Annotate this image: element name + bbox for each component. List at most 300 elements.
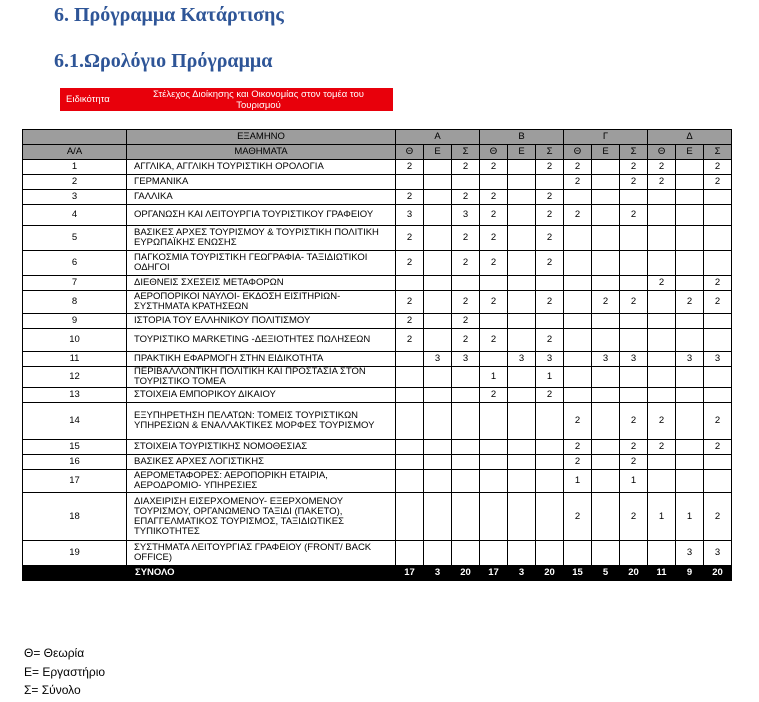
sub-header: Θ [564,145,592,160]
row-number: 3 [23,190,127,205]
hours-cell [676,205,704,226]
hours-cell [592,329,620,352]
hours-cell [536,314,564,329]
hours-cell: 3 [452,205,480,226]
hours-cell [424,329,452,352]
hours-cell [536,470,564,493]
hours-cell [592,388,620,403]
hours-cell [452,388,480,403]
hours-cell [592,541,620,566]
hours-cell: 1 [564,470,592,493]
total-cell: 3 [508,566,536,581]
hours-cell [480,403,508,440]
hours-cell [508,403,536,440]
hours-cell [424,367,452,388]
row-number: 2 [23,175,127,190]
specialty-label: Ειδικότητα [66,94,110,105]
hours-cell [648,352,676,367]
hours-cell [676,226,704,251]
hours-cell: 2 [564,493,592,541]
hours-cell [592,226,620,251]
hours-cell: 2 [620,493,648,541]
hours-cell [536,493,564,541]
hours-cell [620,276,648,291]
hours-cell [564,541,592,566]
course-name: ΣΤΟΙΧΕΙΑ ΕΜΠΟΡΙΚΟΥ ΔΙΚΑΙΟΥ [127,388,396,403]
hours-cell [676,470,704,493]
sub-header: Σ [452,145,480,160]
semester-b: Β [480,130,564,145]
hours-cell: 3 [508,352,536,367]
hours-cell [592,276,620,291]
hours-cell: 3 [620,352,648,367]
hours-cell [536,175,564,190]
hours-cell [676,329,704,352]
hours-cell [620,329,648,352]
table-row [23,226,732,251]
hours-cell: 3 [704,352,732,367]
legend-theory: Θ= Θεωρία [24,646,85,660]
hours-cell: 2 [704,160,732,175]
hours-cell: 2 [648,403,676,440]
hours-cell [648,455,676,470]
hours-cell [508,251,536,276]
hours-cell [676,388,704,403]
hours-cell [424,541,452,566]
hours-cell [704,388,732,403]
hours-cell: 2 [564,175,592,190]
hours-cell: 2 [452,314,480,329]
hours-cell [592,470,620,493]
row-number: 10 [23,329,127,352]
hours-cell: 2 [620,205,648,226]
hours-cell: 2 [480,160,508,175]
hours-cell: 1 [620,470,648,493]
course-name: ΕΞΥΠΗΡΕΤΗΣΗ ΠΕΛΑΤΩΝ: ΤΟΜΕΙΣ ΤΟΥΡΙΣΤΙΚΩΝ ΥΠΗΡΕΣΙΩΝ & ΕΝΑΛΛΑΚΤΙΚΕΣ ΜΟΡΦΕΣ ΤΟΥΡΙΣΜΟΥ [127,403,396,440]
course-name: ΠΑΓΚΟΣΜΙΑ ΤΟΥΡΙΣΤΙΚΗ ΓΕΩΓΡΑΦΙΑ- ΤΑΞΙΔΙΩΤΙΚΟΙ ΟΔΗΓΟΙ [127,251,396,276]
hours-cell [536,440,564,455]
row-number: 1 [23,160,127,175]
hours-cell [508,388,536,403]
total-cell: 3 [424,566,452,581]
hours-cell: 2 [480,388,508,403]
hours-cell [676,251,704,276]
specialty-banner [60,88,393,111]
table-row [23,175,732,190]
hours-cell [564,388,592,403]
hours-cell [424,470,452,493]
hours-cell [592,190,620,205]
subsection-heading: 6.1.Ωρολόγιο Πρόγραμμα [54,50,273,72]
hours-cell [536,541,564,566]
hours-cell: 2 [452,160,480,175]
hours-cell [564,190,592,205]
table-row [23,291,732,314]
sub-header: Σ [704,145,732,160]
total-spacer [23,566,127,581]
sub-header: Σ [536,145,564,160]
hours-cell [508,175,536,190]
hours-cell [424,455,452,470]
total-cell: 5 [592,566,620,581]
hours-cell [396,403,424,440]
hours-cell [452,493,480,541]
hours-cell [508,291,536,314]
hours-cell [396,541,424,566]
total-cell: 17 [396,566,424,581]
table-row [23,329,732,352]
sub-header: Θ [396,145,424,160]
hours-cell: 2 [452,329,480,352]
hours-cell: 2 [396,190,424,205]
course-name: ΒΑΣΙΚΕΣ ΑΡΧΕΣ ΤΟΥΡΙΣΜΟΥ & ΤΟΥΡΙΣΤΙΚΗ ΠΟΛΙΤΙΚΗ ΕΥΡΩΠΑΪΚΗΣ ΕΝΩΣΗΣ [127,226,396,251]
hours-cell: 2 [620,403,648,440]
course-name: ΓΑΛΛΙΚΑ [127,190,396,205]
hours-cell: 3 [676,352,704,367]
hours-cell [452,367,480,388]
hours-cell: 2 [396,160,424,175]
hours-cell [452,541,480,566]
hours-cell: 2 [620,455,648,470]
hours-cell [396,352,424,367]
hours-cell [480,276,508,291]
sub-header: Ε [676,145,704,160]
hours-cell [452,175,480,190]
hours-cell [564,276,592,291]
course-name: ΑΕΡΟΜΕΤΑΦΟΡΕΣ: ΑΕΡΟΠΟΡΙΚΗ ΕΤΑΙΡΙΑ, ΑΕΡΟΔΡΟΜΙΟ- ΥΠΗΡΕΣΙΕΣ [127,470,396,493]
total-cell: 9 [676,566,704,581]
column-header-row [23,145,732,160]
hours-cell [620,251,648,276]
hours-cell: 2 [480,251,508,276]
hours-cell: 1 [648,493,676,541]
total-label: ΣΥΝΟΛΟ [127,566,396,581]
hours-cell [704,190,732,205]
hours-cell [648,190,676,205]
hours-cell: 2 [452,291,480,314]
row-number: 18 [23,493,127,541]
hours-cell [564,291,592,314]
sub-header: Θ [648,145,676,160]
table-row [23,493,732,541]
hours-cell [564,314,592,329]
hours-cell [424,226,452,251]
course-name: ΣΤΟΙΧΕΙΑ ΤΟΥΡΙΣΤΙΚΗΣ ΝΟΜΟΘΕΣΙΑΣ [127,440,396,455]
course-name: ΠΕΡΙΒΑΛΛΟΝΤΙΚΗ ΠΟΛΙΤΙΚΗ ΚΑΙ ΠΡΟΣΤΑΣΙΑ ΣΤΟΝ ΤΟΥΡΙΣΤΙΚΟ ΤΟΜΕΑ [127,367,396,388]
hours-cell [480,470,508,493]
hours-cell: 2 [452,226,480,251]
hours-cell: 2 [480,190,508,205]
course-name: ΣΥΣΤΗΜΑΤΑ ΛΕΙΤΟΥΡΓΙΑΣ ΓΡΑΦΕΙΟΥ (FRONT/ BACK OFFICE) [127,541,396,566]
hours-cell: 2 [676,291,704,314]
hours-cell [648,314,676,329]
hours-cell: 2 [536,329,564,352]
table-row [23,403,732,440]
hours-cell [536,455,564,470]
hours-cell [480,352,508,367]
table-row [23,352,732,367]
hours-cell [564,367,592,388]
row-number: 5 [23,226,127,251]
row-number: 15 [23,440,127,455]
specialty-value: Στέλεχος Διοίκησης και Οικονομίας στον τομέα του Τουρισμού [153,88,364,111]
hours-cell [676,190,704,205]
hours-cell [648,367,676,388]
hours-cell [676,175,704,190]
hours-cell [508,160,536,175]
semester-d: Δ [648,130,732,145]
hours-cell [396,493,424,541]
semester-a: Α [396,130,480,145]
hours-cell [508,367,536,388]
sub-header: Ε [508,145,536,160]
hours-cell [676,455,704,470]
total-cell: 11 [648,566,676,581]
hours-cell [508,226,536,251]
hours-cell [480,314,508,329]
hours-cell: 2 [704,291,732,314]
course-name: ΠΡΑΚΤΙΚΗ ΕΦΑΡΜΟΓΗ ΣΤΗΝ ΕΙΔΙΚΟΤΗΤΑ [127,352,396,367]
hours-cell: 2 [564,205,592,226]
hours-cell [620,541,648,566]
semester-c: Γ [564,130,648,145]
hours-cell [620,190,648,205]
semester-header-row [23,130,732,145]
table-row [23,251,732,276]
hours-cell [620,388,648,403]
legend-lab: Ε= Εργαστήριο [24,665,106,679]
table-row [23,455,732,470]
hours-cell: 3 [424,352,452,367]
courses-header: ΜΑΘΗΜΑΤΑ [127,145,396,160]
hours-cell: 2 [648,160,676,175]
hours-cell [592,175,620,190]
total-cell: 17 [480,566,508,581]
hours-cell: 1 [676,493,704,541]
table-row [23,276,732,291]
hours-cell: 2 [452,251,480,276]
hours-cell [424,160,452,175]
total-cell: 20 [536,566,564,581]
hours-cell [452,440,480,455]
hours-cell: 2 [620,291,648,314]
hours-cell [592,160,620,175]
hours-cell: 2 [592,291,620,314]
legend-total: Σ= Σύνολο [24,683,81,697]
hours-cell [648,205,676,226]
hours-cell [396,455,424,470]
course-name: ΑΕΡΟΠΟΡΙΚΟΙ ΝΑΥΛΟΙ- ΕΚΔΟΣΗ ΕΙΣΙΤΗΡΙΩΝ- ΣΥΣΤΗΜΑΤΑ ΚΡΑΤΗΣΕΩΝ [127,291,396,314]
hours-cell [592,367,620,388]
hours-cell: 2 [480,205,508,226]
hours-cell [564,352,592,367]
total-row [23,566,732,581]
hours-cell: 3 [452,352,480,367]
hours-cell: 2 [480,291,508,314]
row-number: 17 [23,470,127,493]
course-name: ΤΟΥΡΙΣΤΙΚΟ MARKETING -ΔΕΞΙΟΤΗΤΕΣ ΠΩΛΗΣΕΩΝ [127,329,396,352]
hours-cell [676,440,704,455]
hours-cell [704,470,732,493]
hours-cell [592,205,620,226]
hours-cell [620,367,648,388]
table-row [23,367,732,388]
hours-cell [508,329,536,352]
hours-cell: 2 [648,175,676,190]
hours-cell [592,314,620,329]
table-row [23,314,732,329]
hours-cell: 1 [480,367,508,388]
hours-cell: 2 [536,251,564,276]
hours-cell: 2 [536,388,564,403]
hours-cell [424,388,452,403]
hours-cell [508,455,536,470]
hours-cell [508,276,536,291]
table-row [23,388,732,403]
hours-cell: 3 [396,205,424,226]
sub-header: Ε [424,145,452,160]
total-cell: 20 [704,566,732,581]
hours-cell [564,226,592,251]
hours-cell [648,388,676,403]
course-name: ΔΙΕΘΝΕΙΣ ΣΧΕΣΕΙΣ ΜΕΤΑΦΟΡΩΝ [127,276,396,291]
hours-cell [480,175,508,190]
hours-cell: 2 [452,190,480,205]
hours-cell: 2 [704,276,732,291]
course-name: ΟΡΓΑΝΩΣΗ ΚΑΙ ΛΕΙΤΟΥΡΓΙΑ ΤΟΥΡΙΣΤΙΚΟΥ ΓΡΑΦΕΙΟΥ [127,205,396,226]
row-number: 14 [23,403,127,440]
hours-cell [704,455,732,470]
hours-cell [648,226,676,251]
hours-cell: 2 [396,251,424,276]
hours-cell [564,251,592,276]
semester-header: ΕΞΑΜΗΝΟ [127,130,396,145]
hours-cell [480,455,508,470]
table-row [23,160,732,175]
hours-cell: 2 [564,160,592,175]
hours-cell: 2 [480,226,508,251]
hours-cell [676,367,704,388]
table-row [23,470,732,493]
hours-cell [396,175,424,190]
table-row [23,190,732,205]
hours-cell [508,205,536,226]
course-name: ΒΑΣΙΚΕΣ ΑΡΧΕΣ ΛΟΓΙΣΤΙΚΗΣ [127,455,396,470]
hours-cell [452,403,480,440]
hours-cell: 2 [396,291,424,314]
course-name: ΙΣΤΟΡΙΑ ΤΟΥ ΕΛΛΗΝΙΚΟΥ ΠΟΛΙΤΙΣΜΟΥ [127,314,396,329]
hours-cell: 2 [648,440,676,455]
total-cell: 15 [564,566,592,581]
hours-cell [424,291,452,314]
hours-cell [536,403,564,440]
hours-cell [452,276,480,291]
hours-cell: 2 [620,440,648,455]
hours-cell [704,226,732,251]
hours-cell [592,440,620,455]
row-number: 7 [23,276,127,291]
row-number: 6 [23,251,127,276]
hours-cell [676,403,704,440]
hours-cell [424,251,452,276]
hours-cell: 2 [396,226,424,251]
hours-cell: 2 [536,205,564,226]
total-cell: 20 [620,566,648,581]
row-number: 11 [23,352,127,367]
hours-cell: 2 [620,160,648,175]
schedule-table [22,129,732,581]
hours-cell [452,455,480,470]
hours-cell: 2 [480,329,508,352]
aa-header: Α/Α [23,145,127,160]
hours-cell [536,276,564,291]
row-number: 8 [23,291,127,314]
hours-cell [424,175,452,190]
hours-cell [620,226,648,251]
row-number: 16 [23,455,127,470]
hours-cell [592,403,620,440]
hours-cell [620,314,648,329]
hours-cell: 2 [704,440,732,455]
hours-cell: 2 [704,175,732,190]
hours-cell: 3 [536,352,564,367]
row-number: 13 [23,388,127,403]
course-name: ΑΓΓΛΙΚΑ, ΑΓΓΛΙΚΗ ΤΟΥΡΙΣΤΙΚΗ ΟΡΟΛΟΓΙΑ [127,160,396,175]
hours-cell [592,455,620,470]
hours-cell [508,190,536,205]
sub-header: Θ [480,145,508,160]
hours-cell: 2 [536,291,564,314]
hours-cell: 2 [536,190,564,205]
hours-cell: 2 [564,403,592,440]
hours-cell [424,276,452,291]
hours-cell: 2 [620,175,648,190]
row-number: 4 [23,205,127,226]
course-name: ΔΙΑΧΕΙΡΙΣΗ ΕΙΣΕΡΧΟΜΕΝΟΥ- ΕΞΕΡΧΟΜΕΝΟΥ ΤΟΥΡΙΣΜΟΥ, ΟΡΓΑΝΩΜΕΝΟ ΤΑΞΙΔΙ (ΠΑΚΕΤΟ), ΕΠΑΓΓΕΛΜΑΤΙΚΟΣ ΤΟΥΡΙΣΜΟΣ, ΤΑΞΙΔΙΩΤΙΚΕΣ ΤΥΠΙΚΟΤΗΤΕΣ [127,493,396,541]
hours-cell [424,190,452,205]
hours-cell [648,291,676,314]
hours-cell [676,314,704,329]
row-number: 12 [23,367,127,388]
hours-cell [704,367,732,388]
section-heading: 6. Πρόγραμμα Κατάρτισης [54,4,284,26]
hours-cell [480,541,508,566]
hours-cell [592,493,620,541]
table-row [23,541,732,566]
hours-cell: 1 [536,367,564,388]
row-number: 9 [23,314,127,329]
row-number: 19 [23,541,127,566]
hours-cell: 2 [536,226,564,251]
hours-cell [480,440,508,455]
hours-cell: 2 [704,493,732,541]
course-name: ΓΕΡΜΑΝΙΚΑ [127,175,396,190]
hours-cell [704,205,732,226]
hours-cell [648,329,676,352]
hours-cell [592,251,620,276]
hours-cell: 3 [704,541,732,566]
hours-cell: 2 [648,276,676,291]
hours-cell [480,493,508,541]
hours-cell [508,541,536,566]
hours-cell [508,470,536,493]
sub-header: Σ [620,145,648,160]
hours-cell [508,493,536,541]
hours-cell [396,367,424,388]
total-cell: 20 [452,566,480,581]
hours-cell: 2 [704,403,732,440]
hours-cell: 2 [396,314,424,329]
